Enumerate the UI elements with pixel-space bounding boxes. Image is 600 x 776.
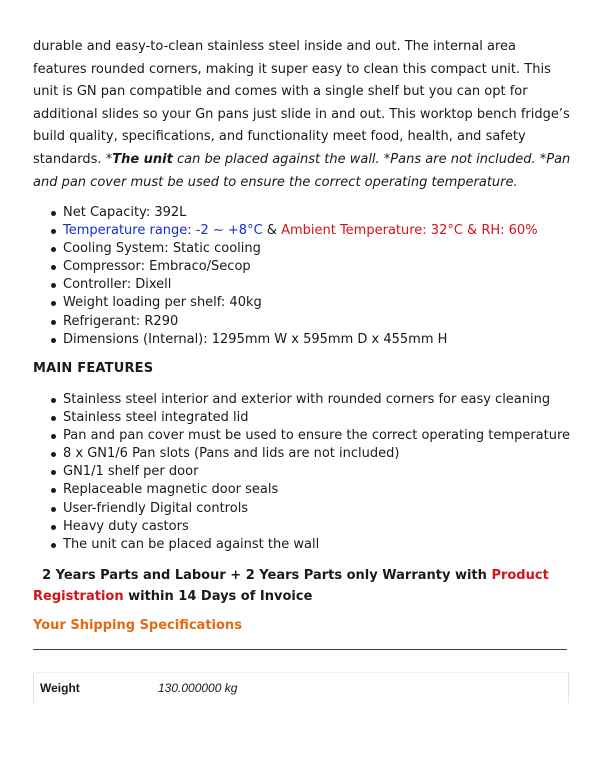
- temperature-range-text: Temperature range: -2 ~ +8°C: [63, 223, 263, 239]
- spec-item: Weight loading per shelf: 40kg: [63, 294, 538, 312]
- feature-item: Stainless steel interior and exterior with rounded corners for easy cleaning: [63, 391, 570, 409]
- spec-item: Compressor: Embraco/Secop: [63, 258, 538, 276]
- spec-item-temperature: [63, 222, 538, 240]
- shipping-specifications-title: Your Shipping Specifications: [33, 618, 242, 633]
- feature-item: The unit can be placed against the wall: [63, 536, 570, 554]
- spec-item: Controller: Dixell: [63, 276, 538, 294]
- weight-label: Weight: [40, 681, 80, 695]
- main-features-heading: MAIN FEATURES: [33, 361, 154, 376]
- shipping-table-row: [33, 672, 569, 703]
- spec-joiner: &: [262, 223, 282, 239]
- spec-item: Dimensions (Internal): 1295mm W x 595mm D x 455mm H: [63, 331, 538, 349]
- warranty-tail: within 14 Days of Invoice: [123, 589, 313, 604]
- section-divider: [33, 649, 567, 650]
- intro-paragraph: [33, 36, 573, 194]
- ambient-temperature-text: Ambient Temperature: 32°C & RH: 60%: [281, 223, 538, 239]
- feature-item: 8 x GN1/6 Pan slots (Pans and lids are not included): [63, 445, 570, 463]
- feature-item: Pan and pan cover must be used to ensure the correct operating temperature: [63, 427, 570, 445]
- warranty-text: [33, 565, 553, 607]
- intro-italic-note: can be placed against the wall. *Pans are not included. *Pan and pan cover must be used to ensure the correct operating temperature.: [33, 151, 571, 190]
- feature-item: GN1/1 shelf per door: [63, 463, 570, 481]
- product-registration-link[interactable]: Product Registration: [33, 568, 549, 604]
- specs-list: [33, 204, 538, 349]
- features-list: [33, 391, 570, 554]
- weight-value: 130.000000 kg: [158, 681, 238, 695]
- feature-item: User-friendly Digital controls: [63, 500, 570, 518]
- intro-bold-italic: The unit: [112, 151, 173, 167]
- feature-item: Heavy duty castors: [63, 518, 570, 536]
- intro-text: durable and easy-to-clean stainless steel inside and out. The internal area features rounded corners, making it super easy to clean this compact unit. This unit is GN pan compatible and comes with a single shelf but you can opt for additional slides so your Gn pans just slide in and out. This worktop bench fridge’s build quality, specifications, and functionality meet food, health, and safety standards. *: [33, 39, 570, 167]
- warranty-lead: 2 Years Parts and Labour + 2 Years Parts only Warranty with: [33, 568, 492, 583]
- feature-item: Replaceable magnetic door seals: [63, 481, 570, 499]
- spec-item: Refrigerant: R290: [63, 313, 538, 331]
- feature-item: Stainless steel integrated lid: [63, 409, 570, 427]
- spec-item: Net Capacity: 392L: [63, 204, 538, 222]
- spec-item: Cooling System: Static cooling: [63, 240, 538, 258]
